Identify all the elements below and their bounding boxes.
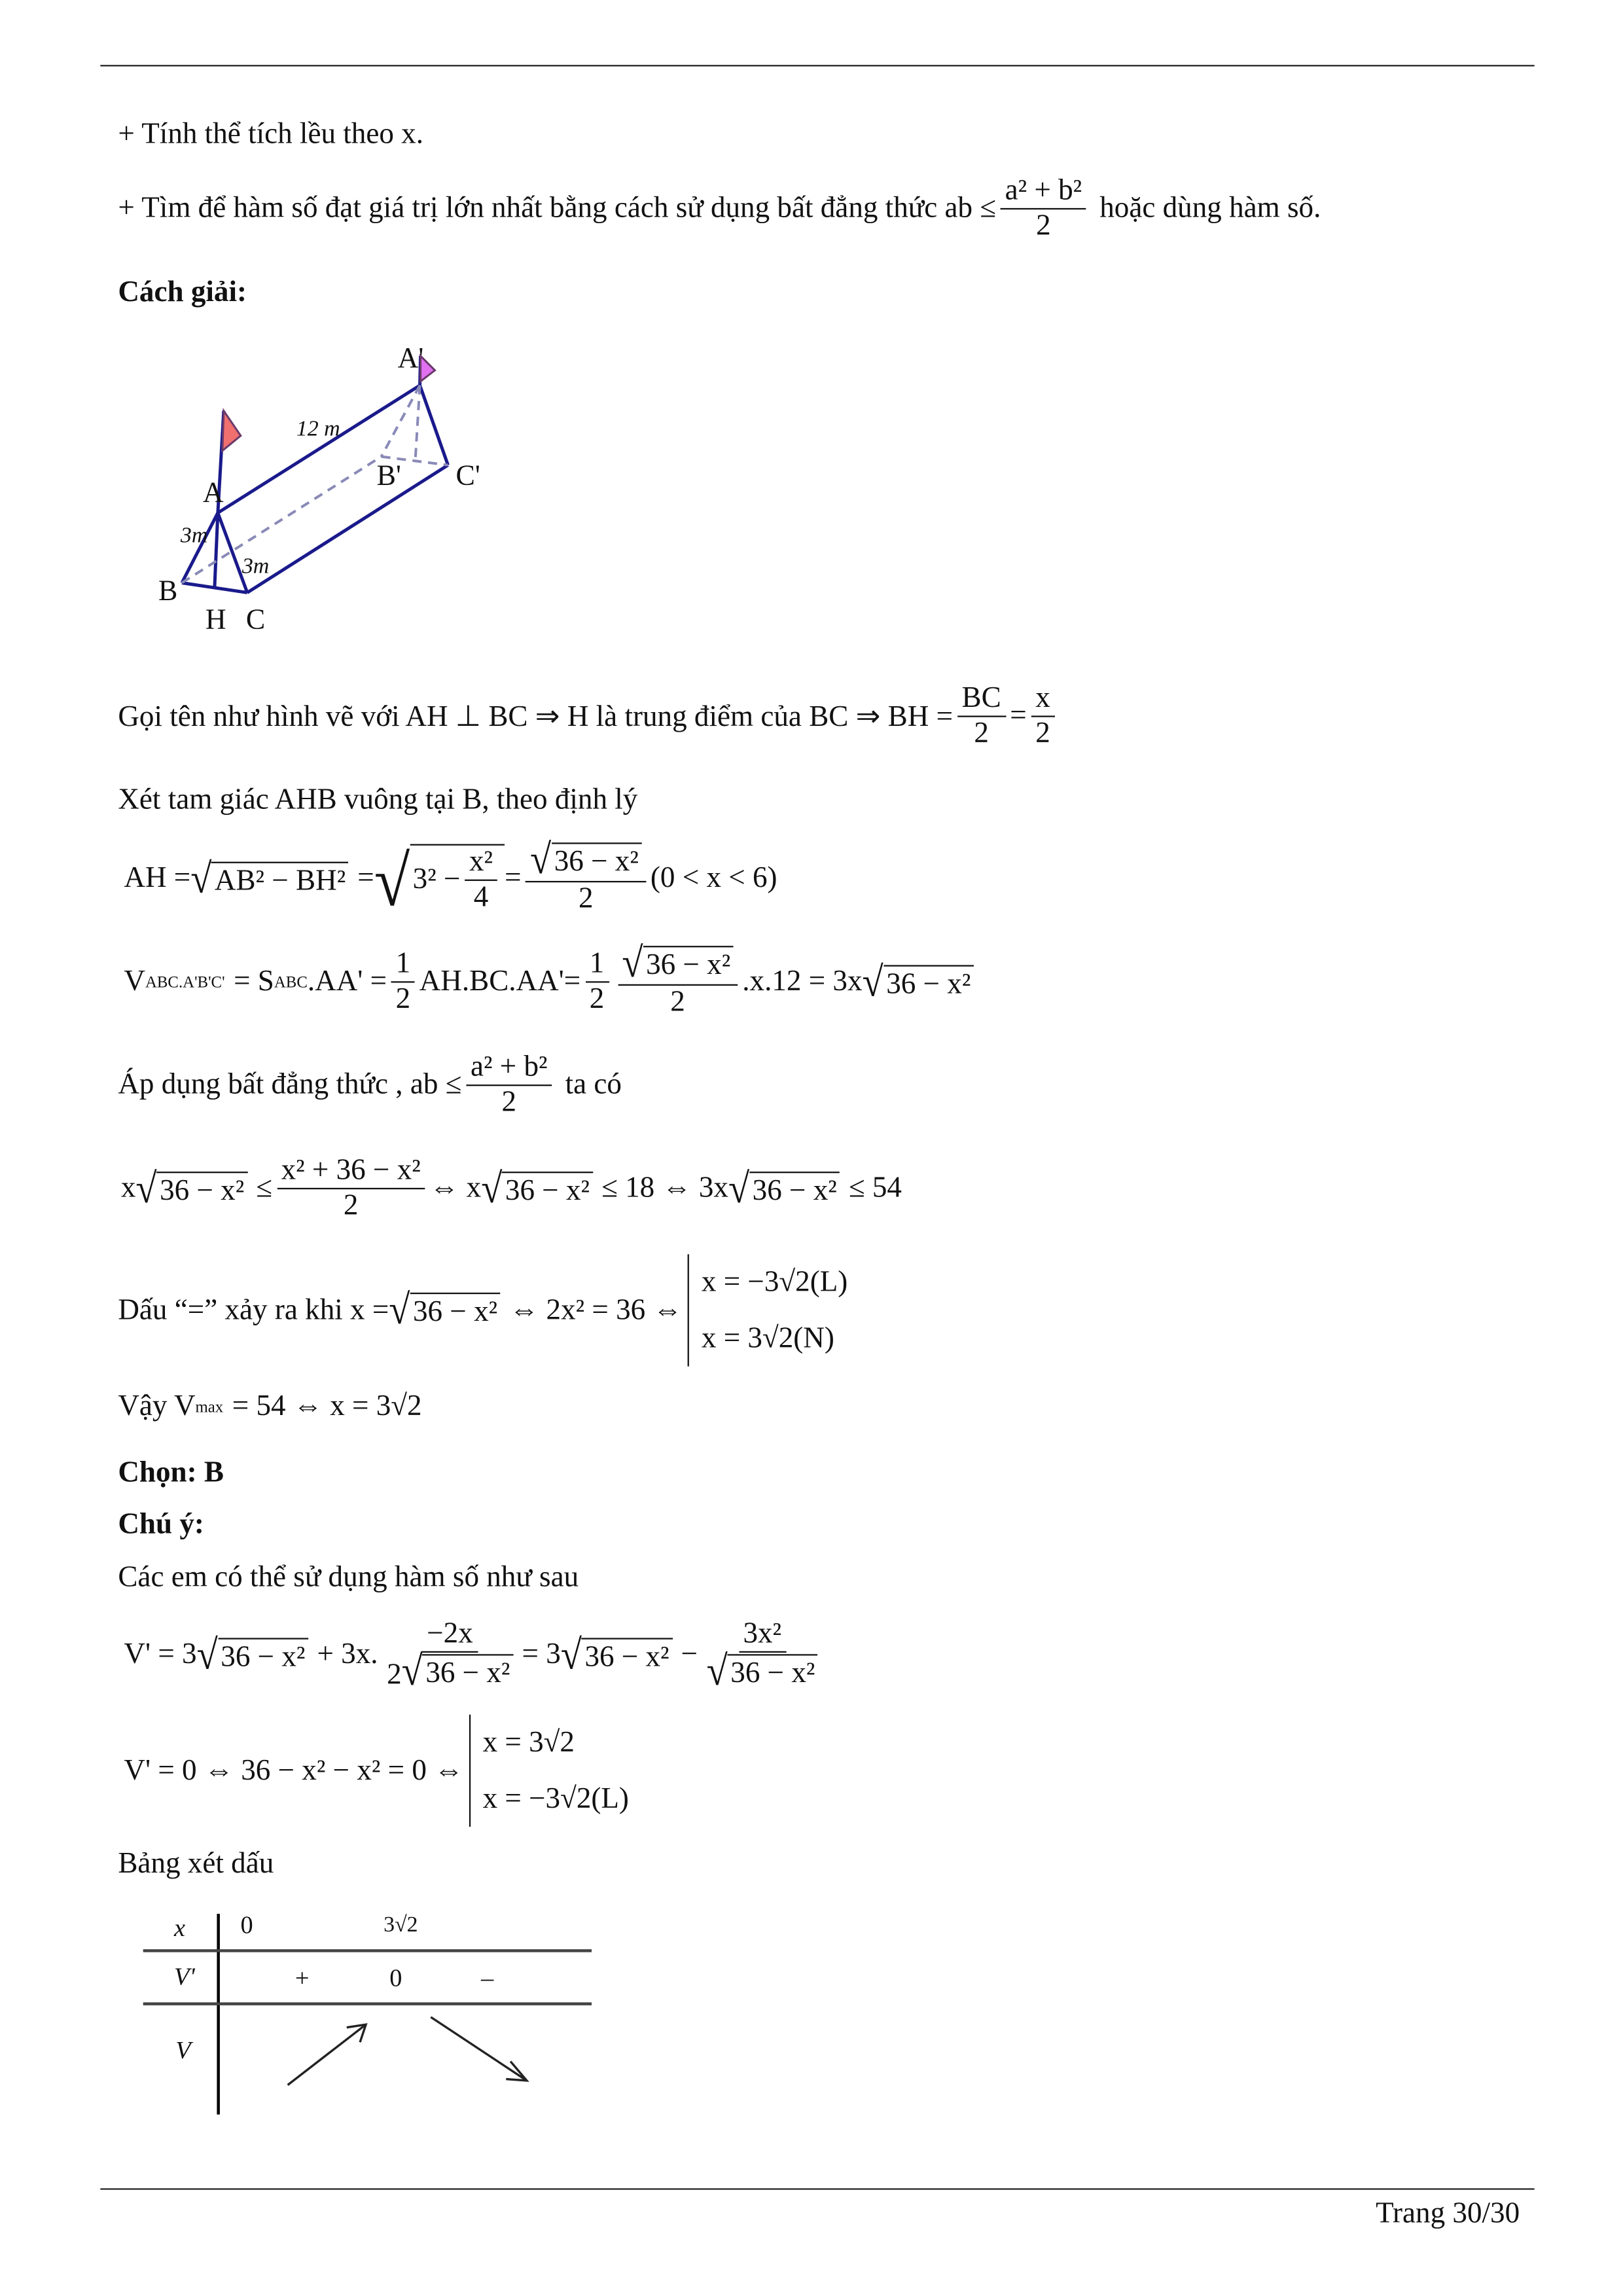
note-heading: Chú ý: (118, 1508, 204, 1541)
subscript: ABC.A'B'C' (145, 973, 225, 991)
label-C: C (245, 603, 266, 636)
text: Gọi tên như hình vẽ với AH ⊥ BC ⇒ H là trung điểm của BC ⇒ BH = (118, 700, 954, 734)
table-row-divider (143, 2002, 592, 2005)
text: = (357, 861, 374, 895)
label-length: 12 m (296, 416, 340, 441)
text: ⇔ x (429, 1172, 482, 1204)
text: = (1010, 699, 1027, 732)
page-number: Trang 30/30 (1376, 2197, 1520, 2230)
label-C-prime: C' (455, 459, 480, 492)
solution-set (688, 1254, 848, 1366)
numerator: BC (957, 682, 1006, 717)
text: Vậy V (118, 1390, 196, 1423)
numerator: 1 (585, 947, 609, 982)
cell: – (480, 1964, 494, 1992)
subscript: max (195, 1398, 224, 1416)
denominator: 2 (578, 882, 594, 915)
answer-choice: Chọn: B (118, 1456, 224, 1489)
step-6-inequality (121, 1154, 902, 1223)
fraction: 3x² √ 36 − x² (702, 1617, 823, 1693)
radicand: AB² − BH² (211, 861, 348, 898)
text: − (681, 1638, 698, 1671)
text: ≤ 18 ⇔ 3x (601, 1172, 728, 1204)
critical-point-line (124, 1715, 629, 1827)
note-text: Các em có thể sử dụng hàm số như sau (118, 1561, 579, 1594)
text: + Tìm để hàm số đạt giá trị lớn nhất bằng cách sử dụng bất đẳng thức ab ≤ (118, 192, 997, 224)
header-rule (100, 65, 1534, 66)
radicand: 36 − x² (157, 1171, 247, 1208)
radicand: 36 − x² (749, 1171, 840, 1208)
denominator: 2 (670, 986, 685, 1018)
table-heading: Bảng xét dấu (118, 1847, 274, 1880)
radicand: 36 − x² (410, 1293, 501, 1329)
edge-CC1 (247, 465, 448, 593)
text: V' = 3 (124, 1638, 197, 1671)
step-4-volume (124, 939, 973, 1020)
text: hoặc dùng hàm số. (1099, 192, 1321, 224)
text: 3² − (412, 863, 461, 896)
radicand: 36 − x² (218, 1637, 308, 1674)
sqrt: √ 36 − x² (561, 1636, 672, 1674)
table-vertical-line (217, 1914, 220, 2115)
derivative-line (124, 1617, 827, 1693)
sqrt: √ 36 − x² (135, 1170, 247, 1208)
text: ≤ (256, 1172, 273, 1204)
step-2: Xét tam giác AHB vuông tại B, theo định lý (118, 783, 638, 816)
fraction (1031, 682, 1054, 751)
fraction: √ 36 − x² 2 (618, 944, 738, 1020)
text: 2 (387, 1659, 402, 1691)
sqrt: √ 36 − x² (197, 1636, 308, 1674)
row-label-x: x (174, 1914, 186, 1942)
step-3 (124, 836, 777, 921)
radicand: 36 − x² (551, 842, 641, 879)
footer-rule (100, 2188, 1534, 2189)
numerator: x² (465, 845, 497, 880)
numerator: x² + 36 − x² (277, 1154, 425, 1189)
text: = S (234, 965, 274, 998)
table-row-divider (143, 1949, 592, 1952)
radicand: 36 − x² (582, 1637, 672, 1674)
intro-line-2 (118, 174, 1321, 243)
subscript: ABC (274, 973, 308, 991)
fraction (466, 1050, 552, 1120)
sqrt: √ 36 − x² (863, 963, 974, 1001)
sqrt: √ AB² − BH² (190, 859, 349, 898)
decreasing-arrow-icon (431, 2017, 527, 2081)
row-label-derivative: V' (174, 1962, 195, 1991)
fraction (1001, 174, 1086, 243)
fraction: √ 36 − x² 2 (526, 841, 646, 916)
denominator: 4 (473, 880, 489, 913)
text: x (120, 1172, 136, 1204)
increasing-arrow-icon (288, 2024, 366, 2085)
radicand: 36 − x² (728, 1654, 818, 1691)
denominator: 2 (589, 982, 605, 1016)
intro-line-1: + Tính thể tích lều theo x. (118, 118, 424, 151)
fraction (957, 682, 1006, 751)
text: + 3x. (317, 1638, 378, 1671)
label-H: H (205, 603, 226, 636)
sqrt: √ 36 − x² (728, 1170, 840, 1208)
condition: (0 < x < 6) (650, 861, 777, 895)
cell: 0 (389, 1964, 402, 1992)
variation-arrows (266, 2007, 561, 2095)
label-side-AB: 3m (180, 523, 208, 548)
step-7-equality (118, 1254, 847, 1366)
tent-prism-figure (151, 327, 772, 641)
text: .AA' = (307, 965, 387, 998)
text: ta có (565, 1068, 622, 1101)
cell: 3√2 (383, 1914, 418, 1938)
sqrt: √ 3² − $\frac{\text{x²}}{4}$ (374, 843, 505, 914)
label-side-AC: 3m (241, 554, 270, 579)
denominator: 2 (1035, 717, 1050, 750)
text: Dấu “=” xảy ra khi x = (118, 1293, 389, 1326)
solution-set (469, 1715, 629, 1827)
text: = 3 (522, 1638, 561, 1671)
edge-AC (218, 513, 247, 593)
edge-A1C1 (420, 386, 448, 465)
denominator: 2 (501, 1086, 517, 1119)
text: AH.BC.AA'= (419, 965, 581, 998)
fraction: −2x 2 √ 36 − x² (382, 1617, 517, 1693)
denominator: 2 (1036, 209, 1051, 242)
radicand: 36 − x² (502, 1171, 592, 1208)
sqrt: √ 36 − x² (481, 1170, 592, 1208)
row-label-function: V (175, 2036, 191, 2065)
fraction (465, 845, 497, 914)
text: V' = 0 ⇔ 36 − x² − x² = 0 ⇔ (124, 1753, 464, 1787)
fraction (277, 1154, 425, 1223)
altitude-AH (215, 513, 218, 588)
numerator: −2x (422, 1617, 477, 1653)
fraction (391, 947, 415, 1016)
cell: + (294, 1964, 310, 1992)
denominator: 2 (343, 1189, 359, 1222)
edge-AA1 (218, 386, 420, 513)
numerator: a² + b² (466, 1050, 552, 1086)
text: .x.12 = 3x (742, 965, 863, 998)
radicand: 36 − x² (423, 1654, 513, 1691)
label-B-prime: B' (376, 459, 401, 492)
radicand: 36 − x² (883, 964, 974, 1001)
label-B: B (158, 574, 178, 607)
radicand: 36 − x² (643, 946, 734, 982)
text: ≤ 54 (848, 1172, 902, 1204)
cell: 0 (240, 1910, 253, 1939)
sqrt: √ 36 − x² (389, 1291, 500, 1330)
conclusion (118, 1390, 421, 1424)
solution-heading: Cách giải: (118, 276, 247, 309)
hidden-edge-BB1 (182, 457, 382, 583)
solution: x = 3√2 (482, 1726, 575, 1759)
flag-red (223, 411, 241, 451)
label-A-prime: A' (397, 341, 424, 374)
numerator: 3x² (739, 1617, 786, 1653)
denominator: 2 (974, 717, 989, 750)
fraction (585, 947, 609, 1016)
step-1 (118, 682, 1059, 751)
solution: x = 3√2(N) (701, 1322, 834, 1355)
text: = 54 ⇔ x = 3√2 (232, 1390, 422, 1423)
text: V (124, 965, 145, 998)
step-5 (118, 1050, 622, 1120)
numerator: 1 (391, 947, 415, 982)
hidden-altitude (416, 386, 420, 460)
denominator: 2 (395, 982, 411, 1016)
text: AH = (124, 861, 191, 895)
numerator: x (1031, 682, 1054, 717)
solution: x = −3√2(L) (482, 1782, 629, 1816)
text: ⇔ 2x² = 36 ⇔ (509, 1293, 683, 1326)
solution: x = −3√2(L) (701, 1266, 848, 1299)
numerator: a² + b² (1001, 174, 1086, 209)
text: Áp dụng bất đẳng thức , ab ≤ (118, 1068, 462, 1101)
text: = (505, 861, 522, 895)
label-A: A (202, 476, 224, 509)
